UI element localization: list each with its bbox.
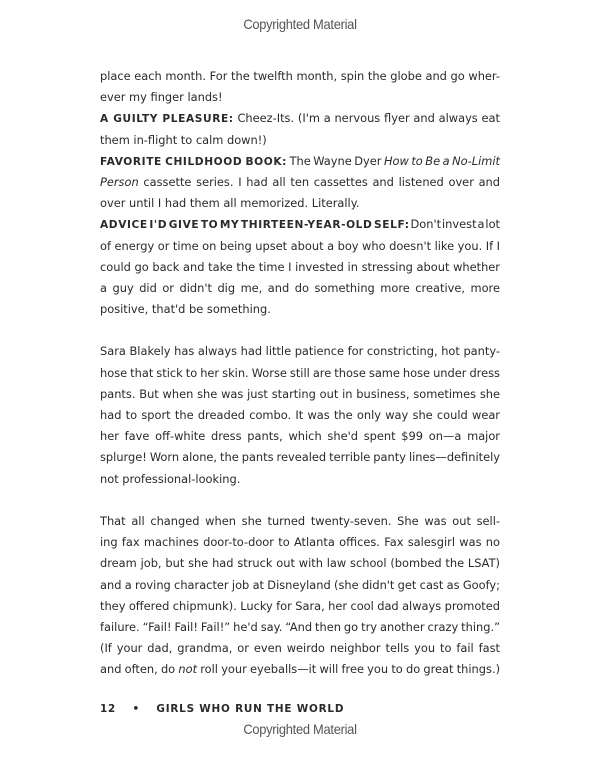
text-line [100, 66, 500, 87]
text-segment: ing fax machines door-to-door to Atlanta offices. Fax salesgirl was no [100, 535, 500, 550]
text-line [100, 659, 500, 680]
text-segment: hose that stick to her skin. Worse still are those same hose under dress [100, 365, 500, 380]
text-line [100, 553, 500, 574]
text-segment: place each month. For the twelfth month, spin the globe and go wher- [100, 69, 500, 83]
text-segment: That all changed when she turned twenty-seven. She was out sell- [100, 513, 500, 528]
page-footer [100, 703, 344, 715]
paragraph-gap [100, 320, 500, 341]
text-segment: dream job, but she had struck out with law school (bombed the LSAT) [100, 556, 500, 571]
text-segment: they offered chipmunk). Lucky for Sara, her cool dad always promoted [100, 598, 500, 613]
text-line [100, 596, 500, 617]
text-line [100, 108, 500, 129]
text-line [100, 405, 500, 426]
run-in-heading: FAVORITE CHILDHOOD BOOK: [100, 155, 287, 168]
text-line [100, 299, 500, 320]
text-segment: could go back and take the time I invested in stressing about whether [100, 259, 500, 274]
text-segment: Don't invest a lot [409, 217, 501, 232]
page-number: 12 [100, 703, 117, 715]
run-in-heading: ADVICE I'D GIVE TO MY THIRTEEN-YEAR-OLD SELF: [100, 219, 410, 232]
run-in-heading: A GUILTY PLEASURE: [100, 113, 234, 126]
text-segment: a guy did or didn't dig me, and do something more creative, more [100, 280, 500, 295]
watermark-bottom: Copyrighted Material [243, 721, 357, 737]
separator: • [132, 703, 140, 715]
watermark-top: Copyrighted Material [243, 16, 357, 32]
text-segment: The Wayne Dyer [287, 153, 384, 168]
text-line [100, 151, 500, 172]
text-segment: over until I had them all memorized. Literally. [100, 196, 360, 211]
text-line [100, 214, 500, 235]
text-segment: Cheez-Its. (I'm a nervous flyer and always eat [233, 111, 500, 126]
text-segment: and a roving character job at Disneyland (she didn't get cast as Goofy; [100, 577, 500, 592]
italic-text: How to Be a No-Limit [383, 153, 500, 168]
text-segment: and often, do [100, 662, 179, 677]
text-line [100, 130, 500, 151]
text-segment: positive, that'd be something. [100, 302, 271, 317]
text-line [100, 447, 500, 468]
text-segment: Sara Blakely has always had little patience for constricting, hot panty- [100, 344, 500, 359]
text-line [100, 363, 500, 384]
text-line [100, 257, 500, 278]
text-segment: ever my finger lands! [100, 90, 223, 105]
text-segment: (If your dad, grandma, or even weirdo neighbor tells you to fail fast [100, 641, 500, 656]
text-line [100, 87, 500, 108]
text-line [100, 575, 500, 596]
text-line [100, 511, 500, 532]
text-segment: failure. “Fail! Fail! Fail!” he'd say. “And then go try another crazy thing.” [100, 619, 500, 634]
text-line [100, 384, 500, 405]
text-segment: her fave off-white dress pants, which she'd spent $99 on—a major [100, 429, 500, 444]
paragraph-gap [100, 490, 500, 511]
text-segment: of energy or time on being upset about a boy who doesn't like you. If I [100, 238, 500, 253]
text-line [100, 532, 500, 553]
text-line [100, 617, 500, 638]
italic-text: not [178, 662, 198, 677]
page-body [100, 66, 500, 680]
text-line [100, 341, 500, 362]
text-segment: roll your eyeballs—it will free you to do great things.) [197, 662, 501, 677]
italic-text: Person [100, 174, 139, 189]
text-line [100, 426, 500, 447]
text-line [100, 638, 500, 659]
text-segment: had to sport the dreaded combo. It was the only way she could wear [100, 408, 500, 422]
running-title: GIRLS WHO RUN THE WORLD [156, 703, 345, 715]
text-line [100, 469, 500, 490]
text-line [100, 236, 500, 257]
text-segment: not professional-looking. [100, 471, 241, 486]
text-line [100, 172, 500, 193]
text-line [100, 278, 500, 299]
text-segment: splurge! Worn alone, the pants revealed terrible panty lines—definitely [100, 450, 500, 465]
text-segment: pants. But when she was just starting out in business, sometimes she [100, 386, 500, 401]
text-line [100, 193, 500, 214]
text-segment: them in-flight to calm down!) [100, 132, 267, 147]
text-segment: cassette series. I had all ten cassettes and listened over and [138, 174, 500, 189]
